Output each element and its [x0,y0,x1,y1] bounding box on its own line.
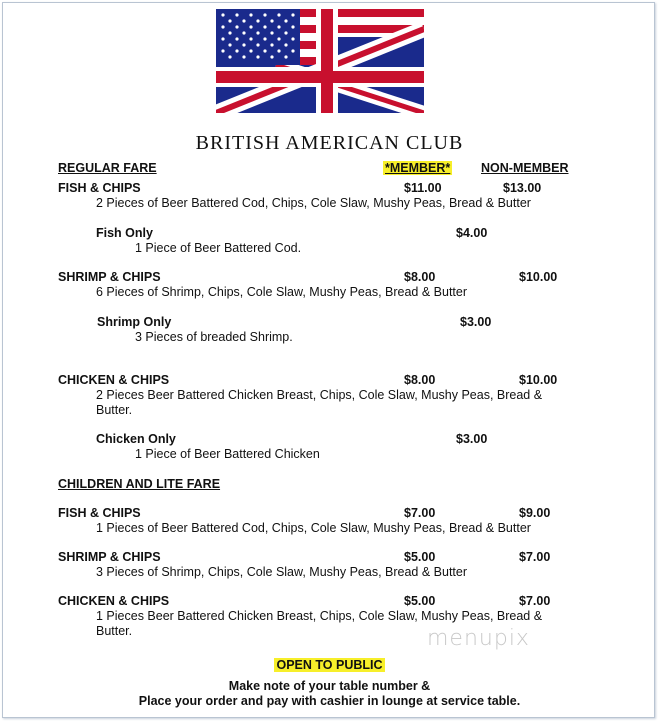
non-member-price: $7.00 [519,594,551,608]
member-price: $5.00 [404,594,436,608]
menu-item-name: CHICKEN & CHIPS [58,594,170,608]
open-to-public-banner [0,658,659,672]
instructions-line-1: Make note of your table number & [228,679,431,693]
menu-item-description: 2 Pieces of Beer Battered Cod, Chips, Cole Slaw, Mushy Peas, Bread & Butter [96,196,531,210]
menu-item-description: 6 Pieces of Shrimp, Chips, Cole Slaw, Mushy Peas, Bread & Butter [96,285,468,299]
club-title: BRITISH AMERICAN CLUB [195,132,464,154]
single-price: $4.00 [456,226,488,240]
instructions-line-2: Place your order and pay with cashier in lounge at service table. [138,694,521,708]
menu-item-description: 1 Piece of Beer Battered Chicken [135,447,320,461]
member-price: $5.00 [404,550,436,564]
menu-item-description: 1 Pieces of Beer Battered Cod, Chips, Cole Slaw, Mushy Peas, Bread & Butter [96,521,531,535]
non-member-column-heading: NON-MEMBER [481,161,569,175]
member-price: $7.00 [404,506,436,520]
menu-item-description: 1 Pieces Beer Battered Chicken Breast, Chips, Cole Slaw, Mushy Peas, Bread & Butter. [96,609,543,638]
menu-item-name: SHRIMP & CHIPS [58,550,161,564]
menu-item-name: CHICKEN & CHIPS [58,373,170,387]
menu-item-name: FISH & CHIPS [58,181,141,195]
menu-item-description: 2 Pieces Beer Battered Chicken Breast, Chips, Cole Slaw, Mushy Peas, Bread & Butter. [96,388,543,417]
menu-item-name: Chicken Only [96,432,176,446]
member-price: $8.00 [404,373,436,387]
non-member-price: $13.00 [503,181,542,195]
non-member-price: $10.00 [519,270,558,284]
member-price: $11.00 [404,181,442,195]
menu-item-name: Fish Only [96,226,153,240]
menupix-watermark: menupix [427,626,530,651]
single-price: $3.00 [456,432,488,446]
member-column-heading: *MEMBER* [385,161,451,175]
menu-item-name: SHRIMP & CHIPS [58,270,161,284]
menu-item-description: 3 Pieces of Shrimp, Chips, Cole Slaw, Mushy Peas, Bread & Butter [96,565,468,579]
us-uk-flag-image [216,9,424,113]
children-lite-heading: CHILDREN AND LITE FARE [58,477,221,491]
menu-item-description: 3 Pieces of breaded Shrimp. [135,330,293,344]
menu-item-description: 1 Piece of Beer Battered Cod. [135,241,302,255]
open-to-public-text: OPEN TO PUBLIC [276,658,383,672]
non-member-price: $9.00 [519,506,551,520]
menu-item-name: Shrimp Only [97,315,172,329]
menu-item-name: FISH & CHIPS [58,506,141,520]
member-price: $8.00 [404,270,436,284]
regular-fare-heading: REGULAR FARE [58,161,157,175]
single-price: $3.00 [460,315,492,329]
non-member-price: $10.00 [519,373,558,387]
non-member-price: $7.00 [519,550,551,564]
